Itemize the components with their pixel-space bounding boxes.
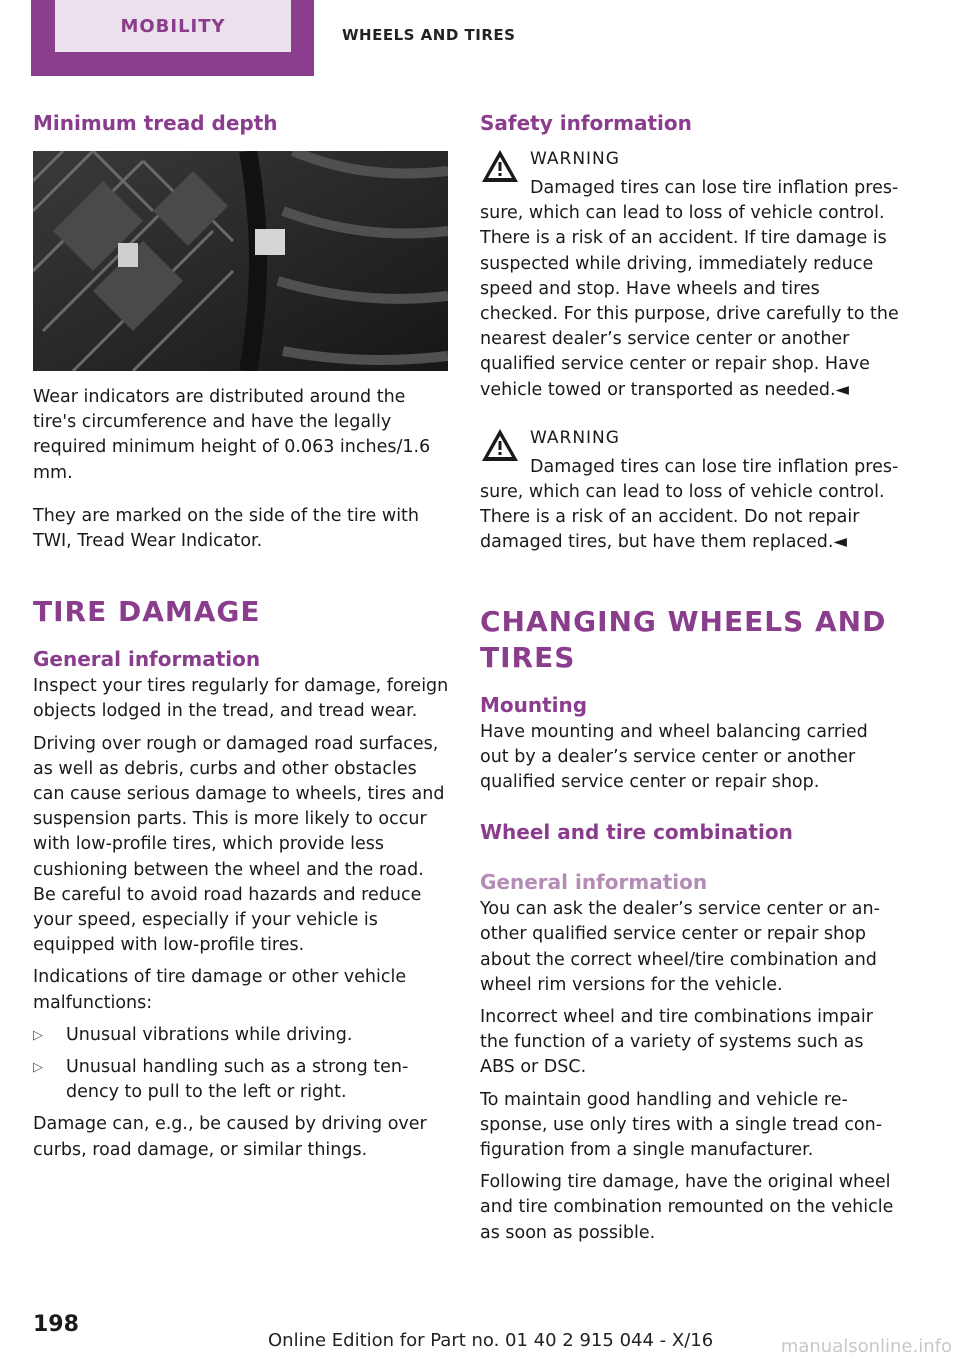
ask-dealer-text: You can ask the dealer’s service center or another qualified service center or repair shop about the correct wheel/tire combination and wheel rim versions for the vehicle.	[480, 899, 880, 995]
mounting-text: Have mounting and wheel balancing carried out by a dealer’s service center or another qualified service center or repair shop.	[480, 721, 868, 793]
min-tread-heading: Minimum tread depth	[33, 111, 278, 135]
following-damage-text: Following tire damage, have the original wheel and tire combination remounted on the vehicle as soon as possible.	[480, 1172, 894, 1243]
section-tab-label: MOBILITY	[55, 0, 291, 52]
safety-heading: Safety information	[480, 111, 692, 135]
warning-block	[480, 425, 900, 556]
driving-text: Driving over rough or damaged road surfaces, as well as debris, curbs and other obstacles can cause serious damage to wheels, tires and suspension parts. This is more likely to occur with low-profile tires, which provide less cushioning between the wheel and the road. Be careful to avoid road hazards and reduce your speed, especially if your vehicle is equipped with low-profile tires.	[33, 733, 445, 956]
changing-wheels-heading: CHANGING WHEELS AND TIRES	[480, 604, 887, 674]
page-number: 198	[33, 1312, 79, 1337]
maintain-handling-text: To maintain good handling and vehicle response, use only tires with a single tread configuration from a single manufacturer.	[480, 1089, 883, 1161]
edition-footer: Online Edition for Part no. 01 40 2 915 044 - X/16	[268, 1330, 714, 1351]
left-column	[33, 108, 449, 1163]
twi-text: They are marked on the side of the tire with TWI, Tread Wear Indicator.	[33, 505, 420, 552]
right-column	[480, 108, 900, 1246]
warning-text: Damaged tires can lose tire inflation pressure, which can lead to loss of vehicle control. There is a risk of an accident. If tire damage is suspected while driving, immediately reduce speed and stop. Have wheels and tires checked. For this purpose, drive carefully to the nearest dealer’s service center or another qualified service center or repair shop. Have vehicle towed or transported as needed.◄	[480, 178, 899, 400]
warning-triangle-icon	[480, 148, 520, 184]
tire-damage-heading: TIRE DAMAGE	[33, 595, 261, 629]
section-tab	[31, 0, 314, 76]
incorrect-combination-text: Incorrect wheel and tire combinations impair the function of a variety of systems such as ABS or DSC.	[480, 1007, 873, 1078]
watermark: manualsonline.info	[780, 1336, 952, 1357]
combination-heading: Wheel and tire combination	[480, 820, 793, 845]
list-item: ▷ Unusual handling such as a strong tendency to pull to the left or right.	[33, 1057, 409, 1103]
general-info-heading: General information	[33, 647, 261, 672]
chapter-title: WHEELS AND TIRES	[342, 26, 516, 44]
damage-causes-text: Damage can, e.g., be caused by driving over curbs, road damage, or similar things.	[33, 1114, 427, 1160]
warning-block	[480, 146, 900, 403]
indications-text: Indications of tire damage or other vehicle malfunctions:	[33, 967, 407, 1013]
inspect-text: Inspect your tires regularly for damage, foreign objects lodged in the tread, and tread wear.	[33, 676, 449, 722]
wear-indicator-text: Wear indicators are distributed around the tire's circumference and have the legally required minimum height of 0.063 inches/1.6 mm.	[33, 387, 431, 483]
warning-label: WARNING	[530, 427, 620, 448]
triangle-bullet-icon: ▷	[33, 1027, 43, 1043]
warning-text: Damaged tires can lose tire inflation pressure, which can lead to loss of vehicle control. There is a risk of an accident. Do not repair damaged tires, but have them replaced.◄	[480, 456, 899, 553]
tire-tread-image	[33, 151, 448, 371]
mounting-heading: Mounting	[480, 692, 588, 717]
triangle-bullet-icon: ▷	[33, 1060, 43, 1076]
indications-list	[33, 1023, 449, 1106]
general-info-subheading: General information	[480, 870, 708, 895]
warning-triangle-icon	[480, 427, 520, 463]
warning-label: WARNING	[530, 149, 620, 169]
list-item: ▷ Unusual vibrations while driving.	[33, 1023, 449, 1048]
